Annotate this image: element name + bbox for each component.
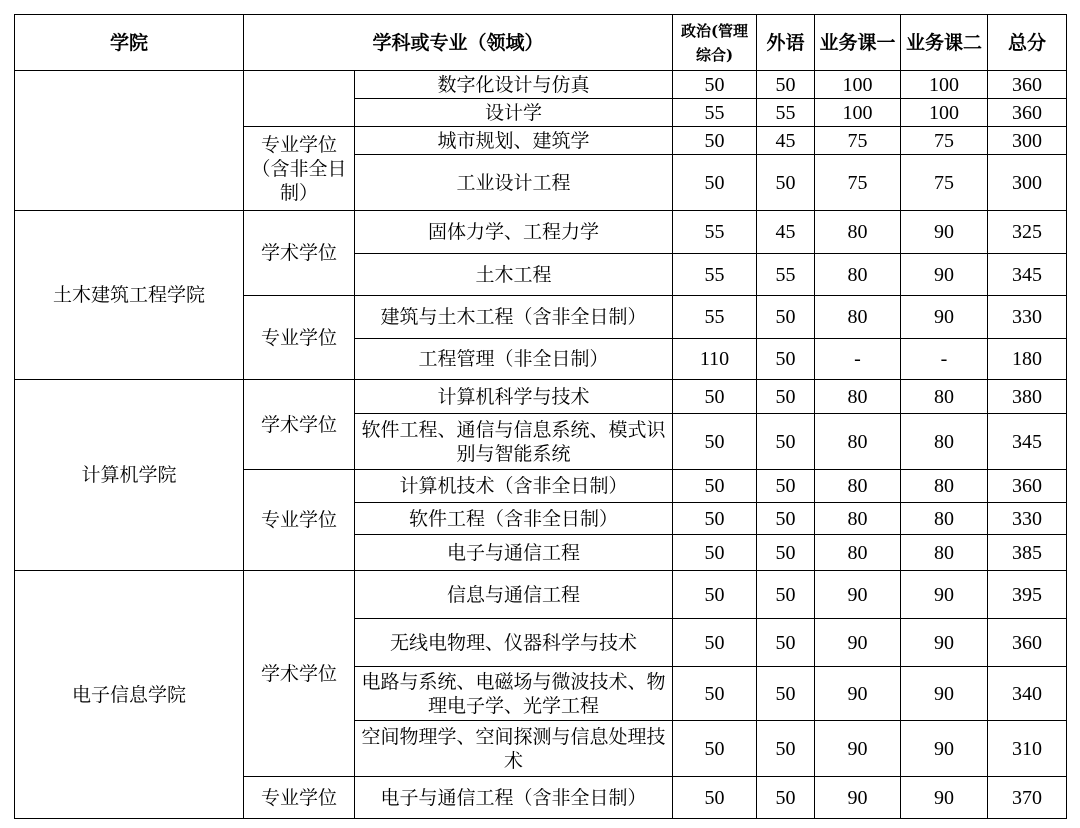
course1-cell: 75 <box>815 127 901 155</box>
language-cell: 50 <box>757 721 815 777</box>
major-cell: 软件工程、通信与信息系统、模式识别与智能系统 <box>355 414 673 470</box>
header-language: 外语 <box>757 15 815 71</box>
total-cell: 385 <box>988 535 1067 571</box>
politics-cell: 50 <box>673 71 757 99</box>
course1-cell: 80 <box>815 211 901 254</box>
total-cell: 370 <box>988 777 1067 819</box>
course1-cell: 90 <box>815 667 901 721</box>
college-cell: 土木建筑工程学院 <box>15 211 244 380</box>
language-cell: 50 <box>757 155 815 211</box>
major-cell: 城市规划、建筑学 <box>355 127 673 155</box>
language-cell: 50 <box>757 296 815 339</box>
politics-cell: 50 <box>673 414 757 470</box>
total-cell: 330 <box>988 296 1067 339</box>
total-cell: 360 <box>988 99 1067 127</box>
language-cell: 50 <box>757 777 815 819</box>
course1-cell: 90 <box>815 721 901 777</box>
language-cell: 50 <box>757 339 815 380</box>
course2-cell: 75 <box>901 127 988 155</box>
total-cell: 340 <box>988 667 1067 721</box>
politics-cell: 50 <box>673 721 757 777</box>
score-table-page <box>14 14 1066 819</box>
major-cell: 信息与通信工程 <box>355 571 673 619</box>
language-cell: 50 <box>757 571 815 619</box>
major-cell: 数字化设计与仿真 <box>355 71 673 99</box>
major-cell: 计算机技术（含非全日制） <box>355 470 673 503</box>
header-total: 总分 <box>988 15 1067 71</box>
table-row <box>15 211 1067 254</box>
total-cell: 395 <box>988 571 1067 619</box>
course1-cell: 90 <box>815 777 901 819</box>
language-cell: 45 <box>757 127 815 155</box>
header-course2: 业务课二 <box>901 15 988 71</box>
course2-cell: 75 <box>901 155 988 211</box>
course2-cell: - <box>901 339 988 380</box>
major-cell: 建筑与土木工程（含非全日制） <box>355 296 673 339</box>
course2-cell: 100 <box>901 71 988 99</box>
course2-cell: 80 <box>901 535 988 571</box>
course1-cell: 100 <box>815 99 901 127</box>
total-cell: 360 <box>988 71 1067 99</box>
degree-cell: 专业学位 <box>244 777 355 819</box>
course2-cell: 90 <box>901 619 988 667</box>
total-cell: 380 <box>988 380 1067 414</box>
course1-cell: 80 <box>815 470 901 503</box>
politics-cell: 50 <box>673 667 757 721</box>
header-politics: 政治(管理综合) <box>673 15 757 71</box>
course1-cell: 80 <box>815 296 901 339</box>
politics-cell: 50 <box>673 127 757 155</box>
politics-cell: 50 <box>673 380 757 414</box>
total-cell: 325 <box>988 211 1067 254</box>
degree-cell-blank <box>244 71 355 127</box>
language-cell: 45 <box>757 211 815 254</box>
header-course1: 业务课一 <box>815 15 901 71</box>
course2-cell: 80 <box>901 380 988 414</box>
header-college: 学院 <box>15 15 244 71</box>
header-row <box>15 15 1067 71</box>
politics-cell: 55 <box>673 254 757 296</box>
course2-cell: 90 <box>901 571 988 619</box>
total-cell: 300 <box>988 155 1067 211</box>
course2-cell: 80 <box>901 470 988 503</box>
course1-cell: 80 <box>815 535 901 571</box>
language-cell: 55 <box>757 99 815 127</box>
course2-cell: 90 <box>901 721 988 777</box>
score-table <box>14 14 1067 819</box>
course2-cell: 90 <box>901 211 988 254</box>
language-cell: 50 <box>757 619 815 667</box>
language-cell: 50 <box>757 414 815 470</box>
total-cell: 345 <box>988 254 1067 296</box>
college-cell: 电子信息学院 <box>15 571 244 819</box>
course1-cell: - <box>815 339 901 380</box>
total-cell: 300 <box>988 127 1067 155</box>
total-cell: 310 <box>988 721 1067 777</box>
politics-cell: 55 <box>673 211 757 254</box>
table-row <box>15 380 1067 414</box>
degree-cell: 学术学位 <box>244 571 355 777</box>
degree-cell: 专业学位 <box>244 296 355 380</box>
header-discipline: 学科或专业（领域） <box>244 15 673 71</box>
course1-cell: 80 <box>815 380 901 414</box>
table-row <box>15 571 1067 619</box>
politics-cell: 50 <box>673 155 757 211</box>
course1-cell: 80 <box>815 414 901 470</box>
politics-cell: 50 <box>673 470 757 503</box>
course2-cell: 100 <box>901 99 988 127</box>
politics-cell: 50 <box>673 571 757 619</box>
politics-cell: 50 <box>673 777 757 819</box>
course1-cell: 90 <box>815 619 901 667</box>
course2-cell: 90 <box>901 296 988 339</box>
language-cell: 55 <box>757 254 815 296</box>
politics-cell: 50 <box>673 503 757 535</box>
major-cell: 空间物理学、空间探测与信息处理技术 <box>355 721 673 777</box>
major-cell: 电子与通信工程（含非全日制） <box>355 777 673 819</box>
major-cell: 电子与通信工程 <box>355 535 673 571</box>
course1-cell: 80 <box>815 503 901 535</box>
major-cell: 计算机科学与技术 <box>355 380 673 414</box>
language-cell: 50 <box>757 470 815 503</box>
degree-cell: 专业学位（含非全日制） <box>244 127 355 211</box>
degree-cell: 学术学位 <box>244 211 355 296</box>
course1-cell: 75 <box>815 155 901 211</box>
major-cell: 电路与系统、电磁场与微波技术、物理电子学、光学工程 <box>355 667 673 721</box>
course1-cell: 100 <box>815 71 901 99</box>
total-cell: 180 <box>988 339 1067 380</box>
course2-cell: 90 <box>901 777 988 819</box>
course2-cell: 80 <box>901 503 988 535</box>
course1-cell: 80 <box>815 254 901 296</box>
major-cell: 固体力学、工程力学 <box>355 211 673 254</box>
language-cell: 50 <box>757 503 815 535</box>
politics-cell: 110 <box>673 339 757 380</box>
degree-cell: 学术学位 <box>244 380 355 470</box>
politics-cell: 55 <box>673 296 757 339</box>
course2-cell: 80 <box>901 414 988 470</box>
total-cell: 345 <box>988 414 1067 470</box>
total-cell: 330 <box>988 503 1067 535</box>
language-cell: 50 <box>757 380 815 414</box>
table-row <box>15 71 1067 99</box>
degree-cell: 专业学位 <box>244 470 355 571</box>
language-cell: 50 <box>757 71 815 99</box>
politics-cell: 55 <box>673 99 757 127</box>
major-cell: 软件工程（含非全日制） <box>355 503 673 535</box>
major-cell: 设计学 <box>355 99 673 127</box>
major-cell: 无线电物理、仪器科学与技术 <box>355 619 673 667</box>
course2-cell: 90 <box>901 667 988 721</box>
college-cell: 计算机学院 <box>15 380 244 571</box>
course1-cell: 90 <box>815 571 901 619</box>
total-cell: 360 <box>988 470 1067 503</box>
politics-cell: 50 <box>673 619 757 667</box>
major-cell: 工业设计工程 <box>355 155 673 211</box>
course2-cell: 90 <box>901 254 988 296</box>
politics-cell: 50 <box>673 535 757 571</box>
language-cell: 50 <box>757 535 815 571</box>
college-cell-blank <box>15 71 244 211</box>
language-cell: 50 <box>757 667 815 721</box>
major-cell: 工程管理（非全日制） <box>355 339 673 380</box>
total-cell: 360 <box>988 619 1067 667</box>
major-cell: 土木工程 <box>355 254 673 296</box>
